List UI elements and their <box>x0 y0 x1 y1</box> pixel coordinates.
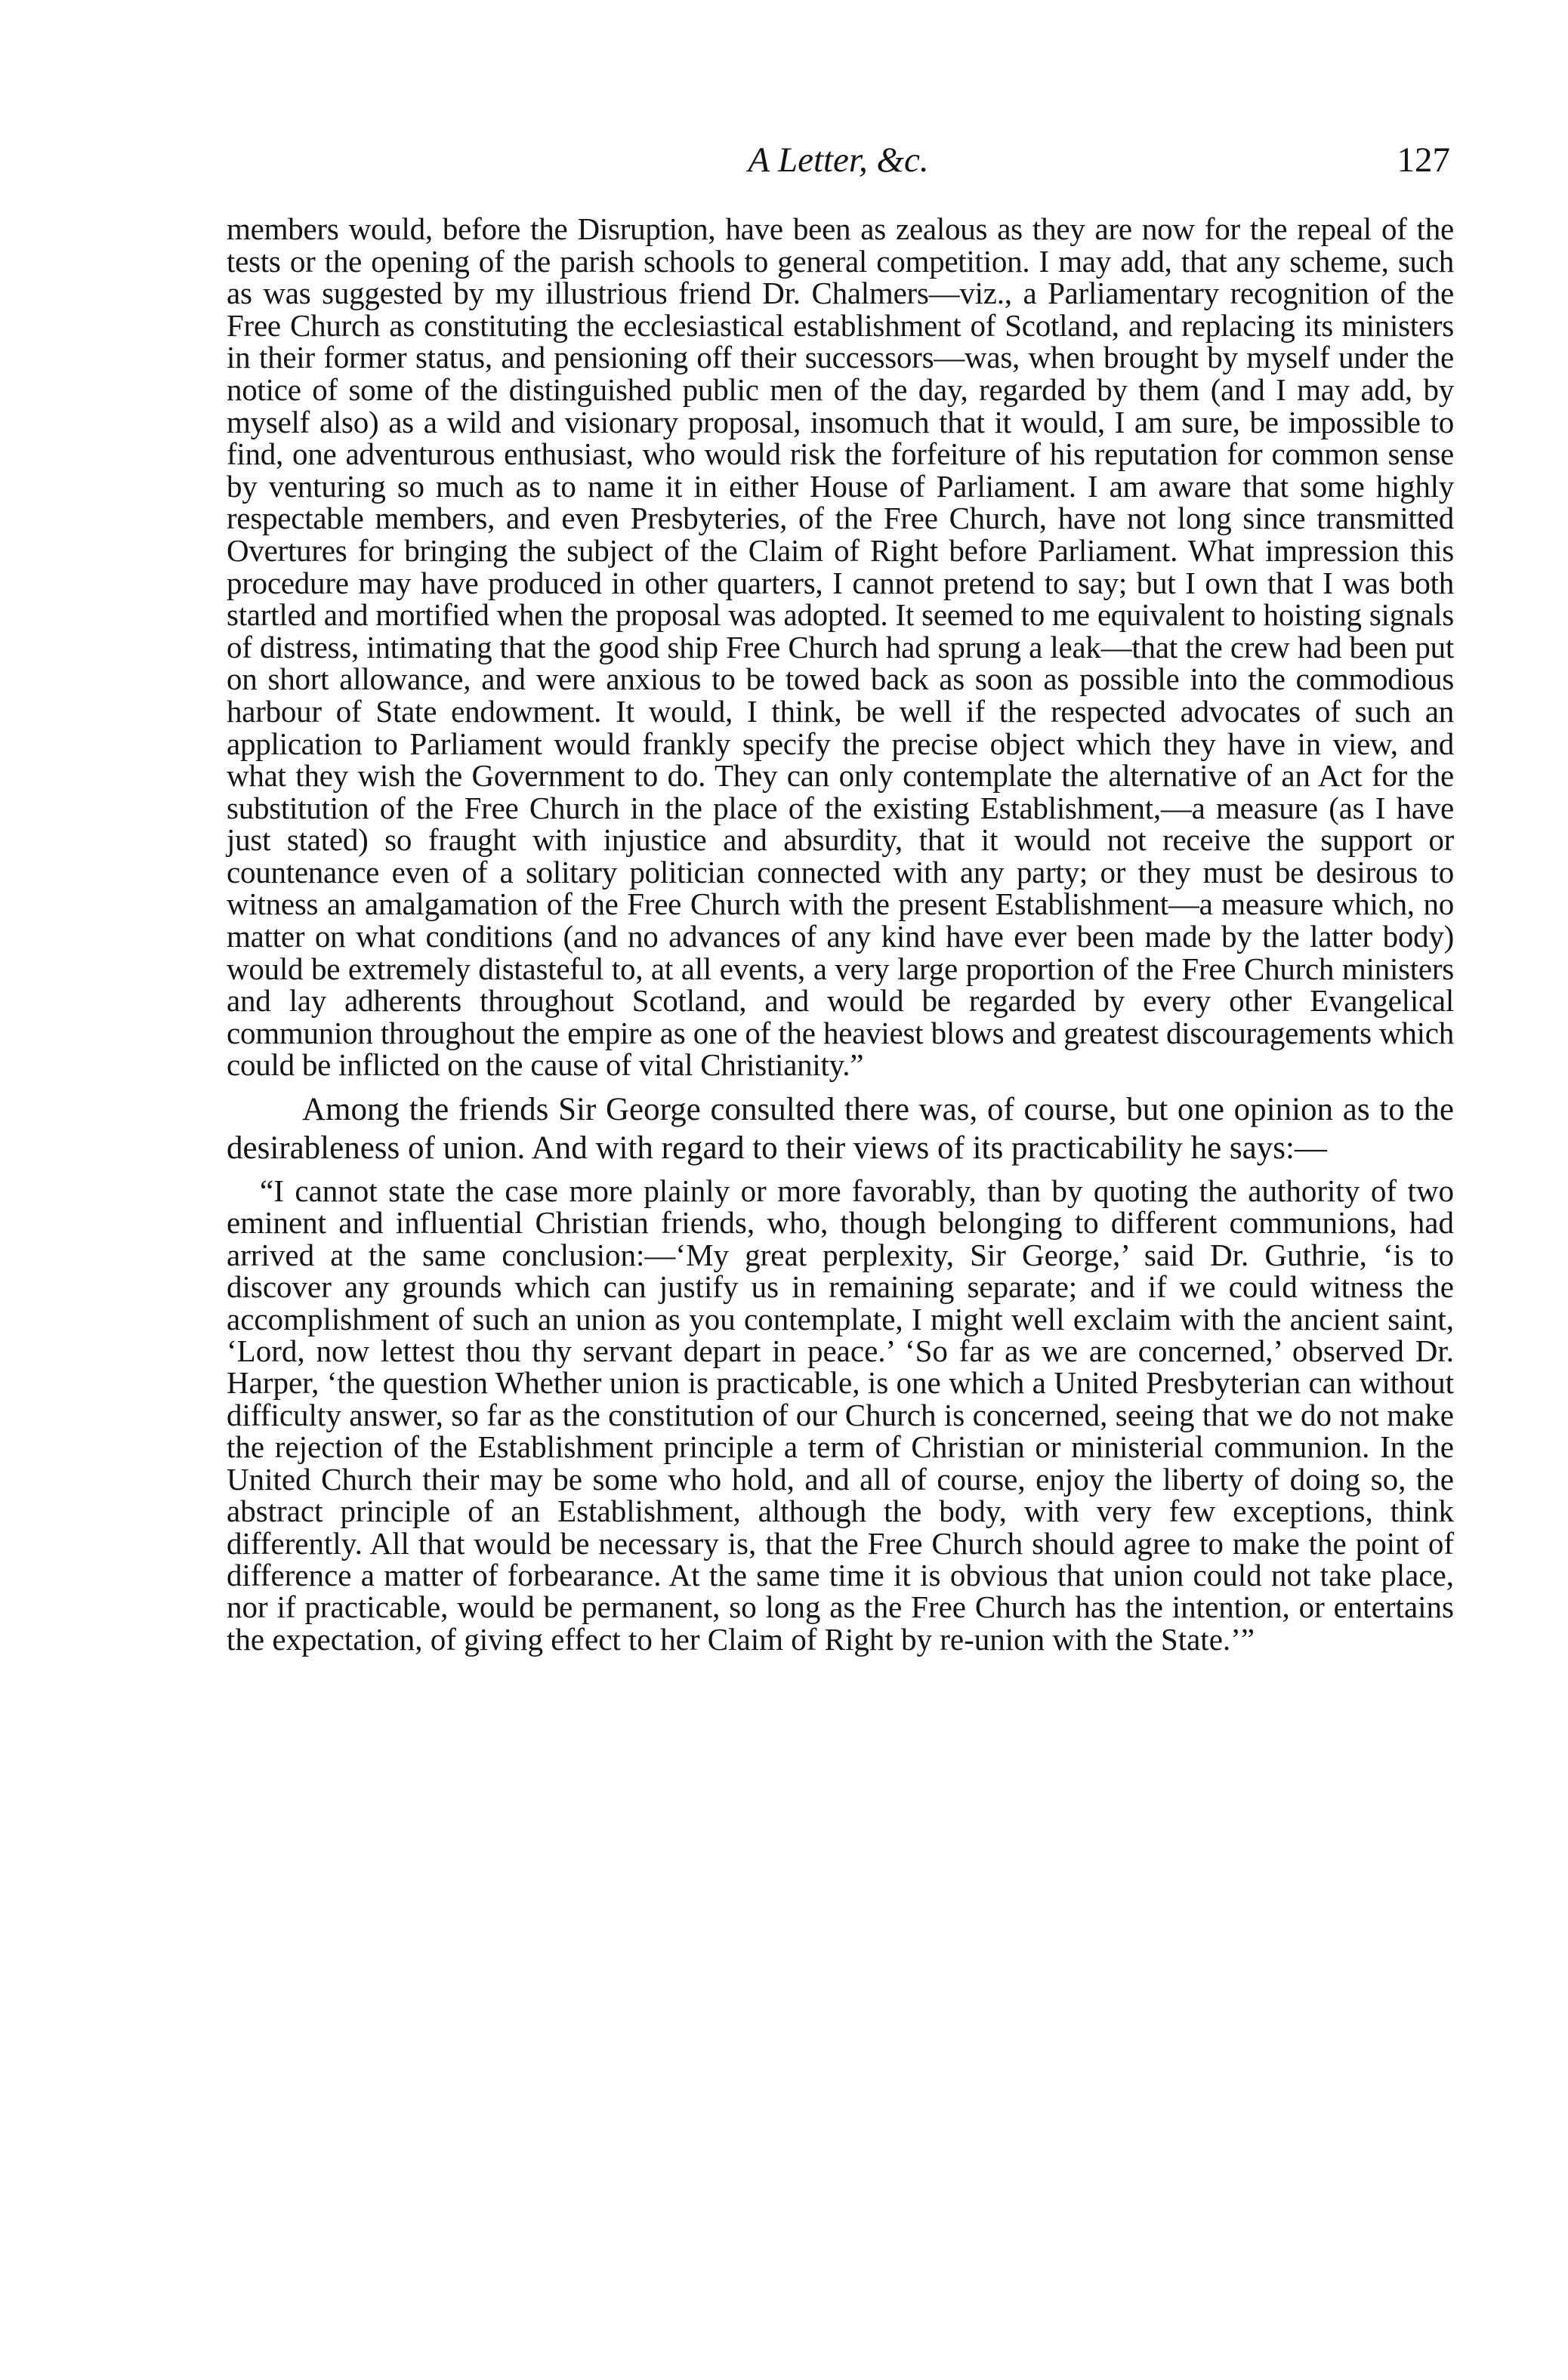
running-head <box>227 137 1450 183</box>
quoted-paragraph-letter: members would, before the Disruption, have been as zealous as they are now for the repeal of the tests or the opening of the parish schools to general competition. I may add, that any scheme, such as was suggested by my illustrious friend Dr. Chalmers—viz., a Parliamentary recognition of the Free Church as constituting the ecclesiastical establishment of Scotland, and replacing its ministers in their former status, and pensioning off their successors—was, when brought by myself under the notice of some of the distinguished public men of the day, regarded by them (and I may add, by myself also) as a wild and visionary proposal, insomuch that it would, I am sure, be impossible to find, one adventurous enthusiast, who would risk the forfeiture of his reputation for common sense by venturing so much as to name it in either House of Parliament. I am aware that some highly respectable members, and even Presbyteries, of the Free Church, have not long since transmitted Overtures for bringing the subject of the Claim of Right before Parliament. What impression this procedure may have produced in other quarters, I cannot pretend to say; but I own that I was both startled and mortified when the proposal was adopted. It seemed to me equivalent to hoisting signals of distress, intimating that the good ship Free Church had sprung a leak—that the crew had been put on short allowance, and were anxious to be towed back as soon as possible into the commodious harbour of State endowment. It would, I think, be well if the respected advocates of such an application to Parliament would frankly specify the precise object which they have in view, and what they wish the Government to do. They can only contemplate the alternative of an Act for the substitution of the Free Church in the place of the existing Establishment,—a measure (as I have just stated) so fraught with injustice and absurdity, that it would not receive the support or countenance even of a solitary politician connected with any party; or they must be desirous to witness an amalgamation of the Free Church with the present Establishment—a measure which, no matter on what conditions (and no advances of any kind have ever been made by the latter body) would be extremely distasteful to, at all events, a very large proportion of the Free Church ministers and lay adherents throughout Scotland, and would be regarded by every other Evangelical communion throughout the empire as one of the heaviest blows and greatest discouragements which could be inflicted on the cause of vital Christianity.” <box>227 211 1454 1083</box>
page-number: 127 <box>1397 140 1450 180</box>
narrative-paragraph: Among the friends Sir George consulted there was, of course, but one opinion as to the desirableness of union. And with regard to their views of its practicability he says:— <box>227 1092 1454 1167</box>
body-text <box>227 213 1454 1655</box>
running-title: A Letter, &c. <box>748 140 929 180</box>
quoted-paragraph-friends: “I cannot state the case more plainly or more favorably, than by quoting the authority of two eminent and influential Christian friends, who, though belonging to different communions, had arrived at the same conclusion:—‘My great perplexity, Sir George,’ said Dr. Guthrie, ‘is to discover any grounds which can justify us in remaining separate; and if we could witness the accomplishment of such an union as you contemplate, I might well exclaim with the ancient saint, ‘Lord, now lettest thou thy servant depart in peace.’ ‘So far as we are concerned,’ observed Dr. Harper, ‘the question Whether union is practicable, is one which a United Presbyterian can without difficulty answer, so far as the constitution of our Church is concerned, seeing that we do not make the rejection of the Establishment principle a term of Christian or ministerial communion. In the United Church their may be some who hold, and all of course, enjoy the liberty of doing so, the abstract principle of an Establishment, although the body, with very few exceptions, think differently. All that would be necessary is, that the Free Church should agree to make the point of difference a matter of forbearance. At the same time it is obvious that union could not take place, nor if practicable, would be permanent, so long as the Free Church has the intention, or entertains the expectation, of giving effect to her Claim of Right by re-union with the State.’” <box>227 1173 1454 1657</box>
